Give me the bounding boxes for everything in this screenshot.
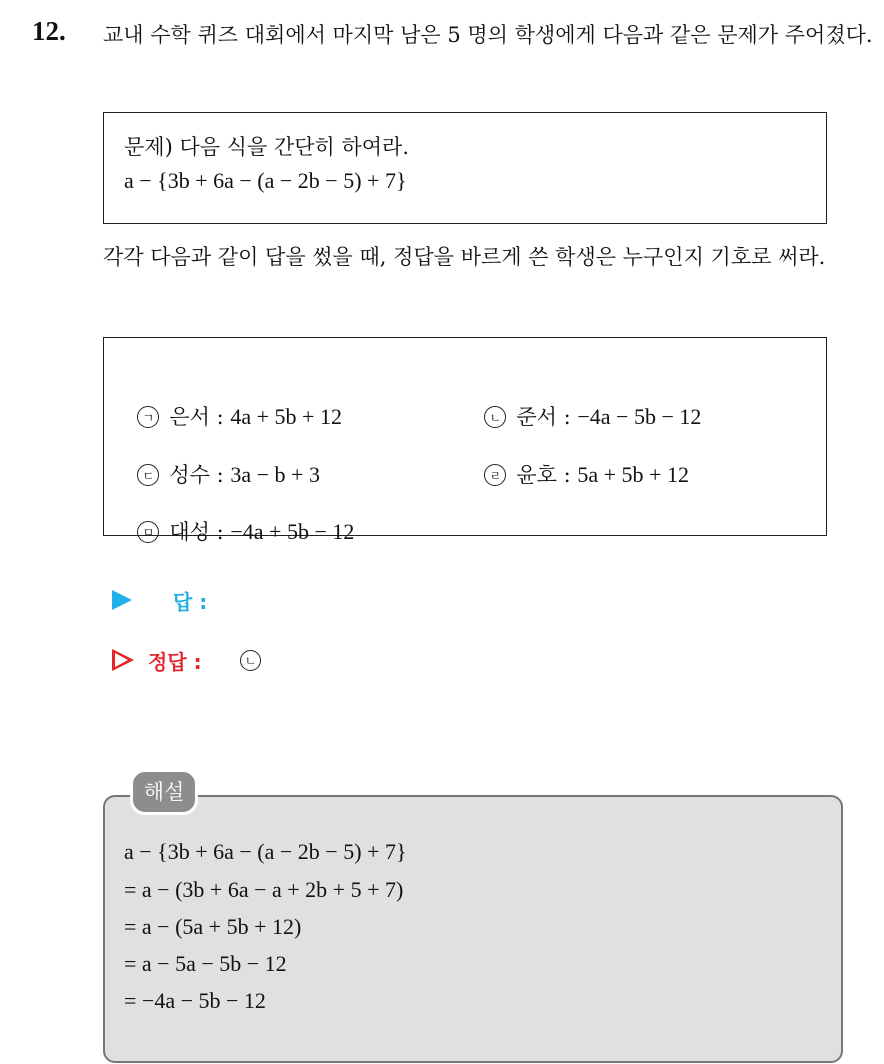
option-symbol: ㄷ	[137, 464, 159, 486]
option-symbol: ㄱ	[137, 406, 159, 428]
solution-line: = a − (5a + 5b + 12)	[124, 914, 302, 939]
option-symbol: ㄴ	[484, 406, 506, 428]
option-expression: 4a + 5b + 12	[230, 404, 342, 429]
option-expression: 5a + 5b + 12	[577, 462, 689, 487]
solution-line: = a − 5a − 5b − 12	[124, 951, 287, 976]
option-name: 대성	[169, 520, 210, 544]
option-name: 은서	[169, 405, 210, 429]
option-1: ㄱ 은서 : 4a + 5b + 12	[124, 377, 342, 431]
option-expression: −4a + 5b − 12	[230, 519, 355, 544]
problem-title: 문제) 다음 식을 간단히 하여라.	[124, 135, 410, 159]
problem-expression: a − {3b + 6a − (a − 2b − 5) + 7}	[124, 168, 407, 193]
question-stem: 교내 수학 퀴즈 대회에서 마지막 남은 5 명의 학생에게 다음과 같은 문제가 주어졌다.	[103, 23, 873, 47]
option-2: ㄴ 준서 : −4a − 5b − 12	[471, 377, 701, 431]
option-4: ㄹ 윤호 : 5a + 5b + 12	[471, 435, 689, 489]
solution-line: = a − (3b + 6a − a + 2b + 5 + 7)	[124, 877, 404, 902]
option-symbol: ㄹ	[484, 464, 506, 486]
option-name: 윤호	[516, 463, 557, 487]
option-name: 성수	[169, 463, 210, 487]
option-3: ㄷ 성수 : 3a − b + 3	[124, 435, 320, 489]
correct-answer-label: 정답 :	[148, 650, 202, 674]
solution-line: = −4a − 5b − 12	[124, 988, 266, 1013]
option-symbol: ㅁ	[137, 521, 159, 543]
solution-line: a − {3b + 6a − (a − 2b − 5) + 7}	[124, 839, 407, 864]
option-5: ㅁ 대성 : −4a + 5b − 12	[124, 492, 354, 546]
option-expression: 3a − b + 3	[230, 462, 320, 487]
question-instruction: 각각 다음과 같이 답을 썼을 때, 정답을 바르게 쓴 학생은 누구인지 기호로 써라.	[103, 245, 826, 269]
answer-arrow-icon	[112, 590, 132, 610]
question-number: 12.	[32, 16, 66, 46]
option-expression: −4a − 5b − 12	[577, 404, 702, 429]
answer-label: 답 :	[173, 590, 208, 614]
correct-answer-symbol: ㄴ	[240, 650, 261, 671]
option-name: 준서	[516, 405, 557, 429]
solution-tab: 해설	[130, 769, 198, 815]
correct-answer-arrow-icon	[112, 649, 134, 671]
